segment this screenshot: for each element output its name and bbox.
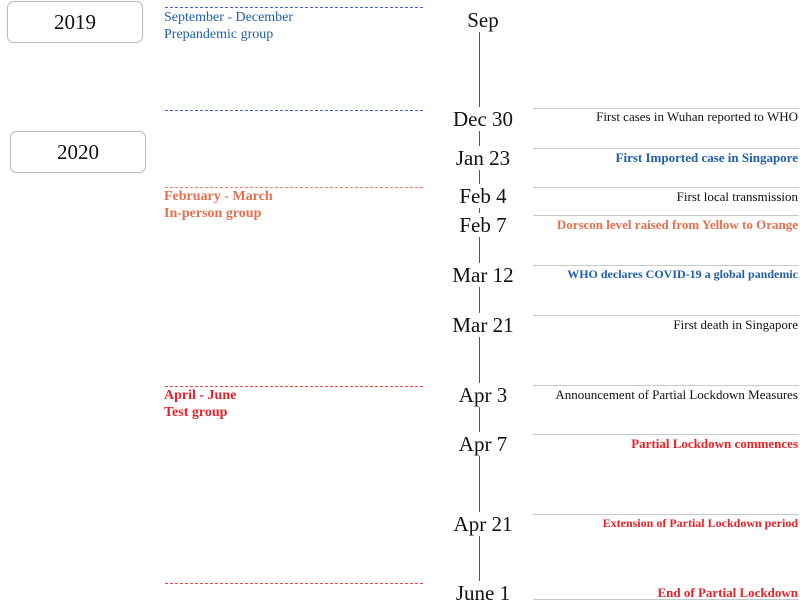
period-separator-june	[165, 583, 423, 584]
timeline-date: Dec 30	[433, 107, 533, 131]
event-underline	[533, 385, 799, 386]
period-separator-feb	[165, 187, 423, 188]
timeline-event: Announcement of Partial Lockdown Measures	[555, 387, 798, 402]
group-range: February - March	[164, 189, 273, 204]
event-underline	[533, 148, 799, 149]
event-underline	[533, 187, 799, 188]
timeline-event: End of Partial Lockdown	[657, 585, 798, 600]
group-label-prepandemic	[164, 9, 293, 43]
event-underline	[533, 434, 799, 435]
timeline-event: First death in Singapore	[673, 317, 798, 332]
group-name: Test group	[164, 405, 228, 420]
group-range: April - June	[164, 388, 237, 403]
timeline-event: WHO declares COVID-19 a global pandemic	[567, 267, 798, 281]
group-range: September - December	[164, 10, 294, 25]
timeline-date: Apr 21	[433, 512, 533, 536]
event-underline	[533, 514, 799, 515]
period-separator-sep	[165, 7, 423, 8]
timeline-date: June 1	[433, 581, 533, 605]
year-box-2020	[10, 131, 146, 173]
group-label-test	[164, 387, 236, 421]
timeline-event: First local transmission	[676, 189, 798, 204]
timeline-date: Feb 4	[433, 184, 533, 208]
period-separator-dec	[165, 110, 423, 111]
event-underline	[533, 265, 799, 266]
timeline-date: Apr 7	[433, 432, 533, 456]
timeline-event: First Imported case in Singapore	[615, 150, 798, 165]
timeline-date: Mar 21	[433, 313, 533, 337]
timeline-event: Partial Lockdown commences	[631, 436, 798, 451]
timeline-event: First cases in Wuhan reported to WHO	[596, 109, 798, 124]
group-name: Prepandemic group	[164, 27, 274, 42]
year-box-2019	[7, 1, 143, 43]
event-underline	[533, 215, 799, 216]
timeline-date: Sep	[433, 8, 533, 32]
timeline-date: Apr 3	[433, 383, 533, 407]
timeline-date: Mar 12	[433, 263, 533, 287]
year-label: 2020	[57, 139, 99, 164]
period-separator-apr	[165, 386, 423, 387]
event-underline	[533, 315, 799, 316]
group-name: In-person group	[164, 206, 262, 221]
timeline-event: Dorscon level raised from Yellow to Orange	[556, 217, 798, 232]
timeline-date: Jan 23	[433, 146, 533, 170]
group-label-in-person	[164, 188, 273, 222]
year-label: 2019	[54, 9, 96, 34]
timeline-date: Feb 7	[433, 213, 533, 237]
timeline-event: Extension of Partial Lockdown period	[602, 516, 798, 530]
